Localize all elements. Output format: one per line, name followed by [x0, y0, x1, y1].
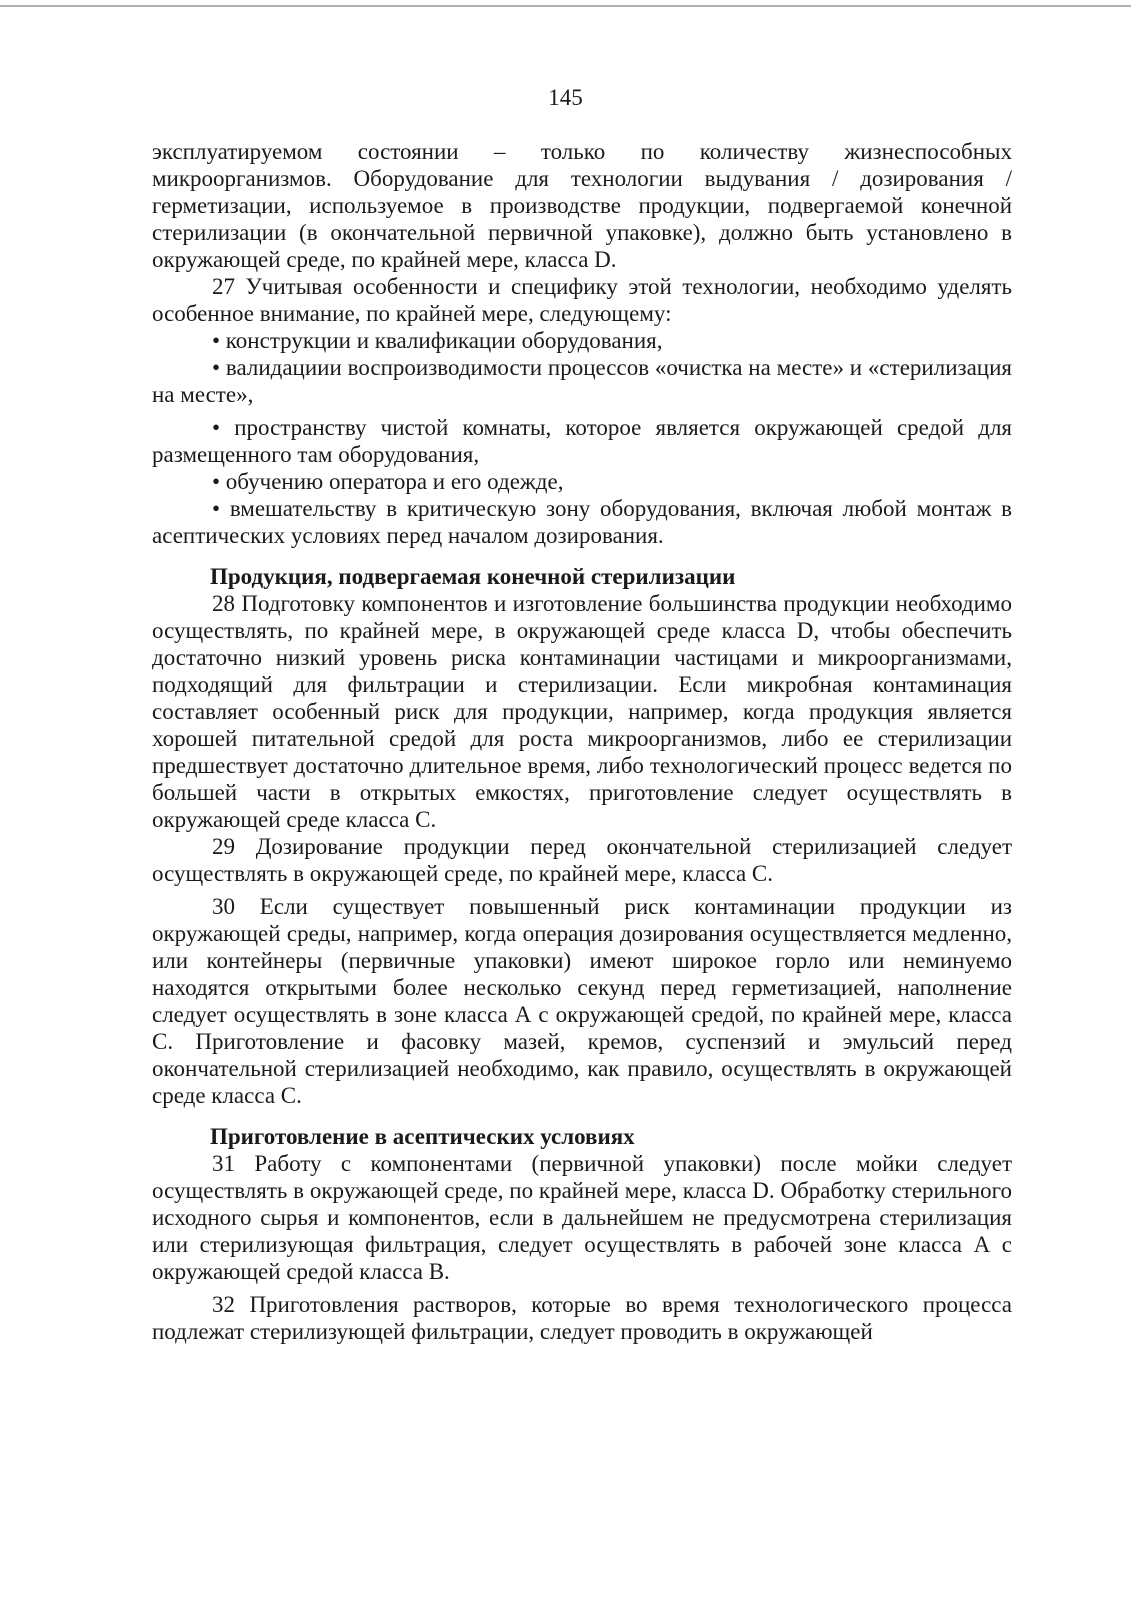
paragraph-29: 29 Дозирование продукции перед окончательной стерилизацией следует осуществлять в окружающей среде, по крайней мере, класса C. [152, 834, 1012, 886]
page-number: 145 [548, 85, 583, 110]
section-heading: Продукция, подвергаемая конечной стерилизации [210, 564, 736, 589]
paragraph-32: 32 Приготовления растворов, которые во время технологического процесса подлежат стерилизующей фильтрации, следует проводить в окружающей [152, 1292, 1012, 1344]
paragraph-27: 27 Учитывая особенности и специфику этой технологии, необходимо уделять особенное внимание, по крайней мере, следующему: [152, 274, 1012, 326]
paragraph-continuation: эксплуатируемом состоянии – только по количеству жизнеспособных микроорганизмов. Оборудование для технологии выдувания / дозирования / герметизации, используемое в производстве продукции, подвергаемой конечной стерилизации (в окончательной первичной упаковке), должно быть установлено в окружающей среде, по крайней мере, класса D. [152, 139, 1012, 272]
bullet-item: • валидациии воспроизводимости процессов «очистка на месте» и «стерилизация на месте», [152, 355, 1012, 407]
paragraph-31: 31 Работу с компонентами (первичной упаковки) после мойки следует осуществлять в окружающей среде, по крайней мере, класса D. Обработку стерильного исходного сырья и компонентов, если в дальнейшем не предусмотрена стерилизация или стерилизующая фильтрация, следует осуществлять в рабочей зоне класса А с окружающей средой класса В. [152, 1151, 1012, 1284]
paragraph-30: 30 Если существует повышенный риск контаминации продукции из окружающей среды, например, когда операция дозирования осуществляется медленно, или контейнеры (первичные упаковки) имеют широкое горло или неминуемо находятся открытыми более несколько секунд перед герметизацией, наполнение следует осуществлять в зоне класса А с окружающей средой, по крайней мере, класса C. Приготовление и фасовку мазей, кремов, суспензий и эмульсий перед окончательной стерилизацией необходимо, как правило, осуществлять в окружающей среде класса C. [152, 894, 1012, 1108]
scan-edge-line [0, 5, 1131, 7]
section-heading: Приготовление в асептических условиях [210, 1124, 635, 1149]
bullet-item: • вмешательству в критическую зону оборудования, включая любой монтаж в асептических условиях перед началом дозирования. [152, 496, 1012, 548]
document-body [152, 138, 1012, 1345]
bullet-item: • конструкции и квалификации оборудования, [212, 328, 663, 353]
bullet-item: • пространству чистой комнаты, которое является окружающей средой для размещенного там оборудования, [152, 415, 1012, 467]
bullet-item: • обучению оператора и его одежде, [212, 469, 564, 494]
paragraph-28: 28 Подготовку компонентов и изготовление большинства продукции необходимо осуществлять, по крайней мере, в окружающей среде класса D, чтобы обеспечить достаточно низкий уровень риска контаминации частицами и микроорганизмами, подходящий для фильтрации и стерилизации. Если микробная контаминация составляет особенный риск для продукции, например, когда продукция является хорошей питательной средой для роста микроорганизмов, либо ее стерилизации предшествует достаточно длительное время, либо технологический процесс ведется по большей части в открытых емкостях, приготовление следует осуществлять в окружающей среде класса C. [152, 591, 1012, 832]
